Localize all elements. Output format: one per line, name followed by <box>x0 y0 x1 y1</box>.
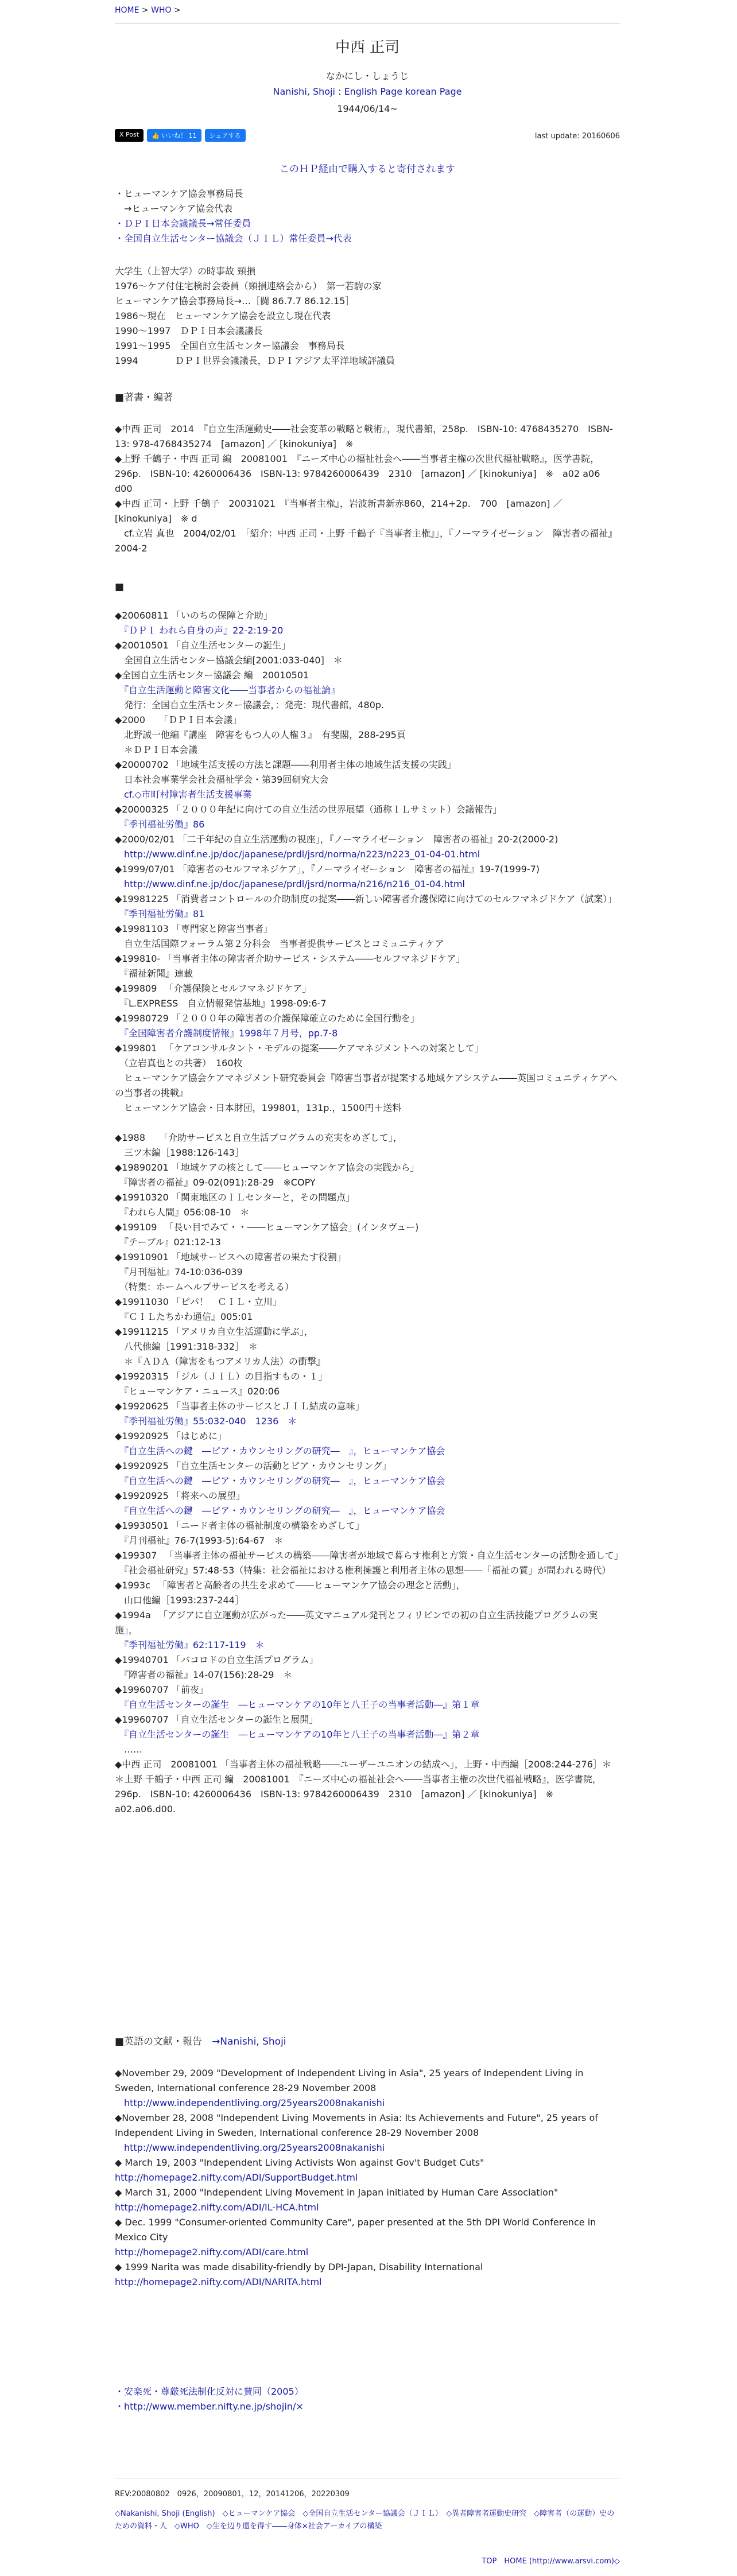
revision-log: REV:20080802 0926，20090801，12，20141206，20220309 <box>115 2490 350 2499</box>
paper-item: ＊ＤＰＩ日本会議 <box>115 744 198 755</box>
sep: : <box>335 86 344 97</box>
english-item[interactable]: http://homepage2.nifty.com/ADI/SupportBudget.html <box>115 2172 358 2183</box>
english-item[interactable]: http://homepage2.nifty.com/ADI/IL-HCA.html <box>115 2202 319 2213</box>
paper-item: 全国自立生活センター協議会編[2001:033-040] ＊ <box>115 655 343 666</box>
paper-item: ＊『ＡＤＡ（障害をもつアメリカ人法）の衝撃』 <box>115 1356 325 1367</box>
english-page-link[interactable]: English Page <box>344 86 403 97</box>
divider <box>115 23 620 24</box>
english-heading <box>115 2034 620 2049</box>
facebook-like-button[interactable]: 👍 いいね！ 11 <box>147 129 201 142</box>
extra-item[interactable]: ・安楽死・尊厳死法制化反対に賛同（2005） <box>115 2386 304 2397</box>
paper-item: ◆中西 正司 20081001 「当事者主体の福祉戦略――ユーザーユニオンの結成へ」，上野・中西編［2008:244-276］＊ <box>115 1759 611 1770</box>
career-item: 1976～ケア付住宅検討会委員（頸損連絡会から） 第一若駒の家 <box>115 281 382 292</box>
paper-item[interactable]: 『季刊福祉労働』62:117-119 ＊ <box>115 1639 265 1650</box>
english-name-link[interactable]: Nanishi, Shoji <box>273 86 335 97</box>
breadcrumb <box>115 6 181 15</box>
paper-item: 『ＣＩＬたちかわ通信』005:01 <box>115 1311 253 1322</box>
paper-item: ◆19981225 「消費者コントロールの介助制度の提案――新しい障害者介護保障に向けてのセルフマネジドケア（試案）」 <box>115 893 617 904</box>
paper-item: 『福祉新聞』連載 <box>115 968 193 979</box>
role-item: →ヒューマンケア協会代表 <box>115 203 233 214</box>
papers-list <box>115 608 623 1817</box>
paper-item: 八代他編［1991:318-332］ ＊ <box>115 1341 258 1352</box>
paper-item[interactable]: 『自立生活への鍵 ―ピア・カウンセリングの研究― 』，ヒューマンケア協会 <box>115 1505 445 1516</box>
paper-item: …… <box>115 1744 143 1755</box>
books-list <box>115 422 620 556</box>
paper-item: ◆2000 「ＤＰＩ日本会議」 <box>115 714 242 725</box>
career-item: 1991～1995 全国自立生活センター協議会 事務局長 <box>115 340 345 351</box>
role-item[interactable]: ・全国自立生活センター協議会（ＪＩＬ）常任委員→代表 <box>115 233 352 244</box>
paper-item: 『社会福祉研究』57:48-53（特集：社会福祉における権利擁護と利用者主体の思想――「福祉の質」が問われる時代） <box>115 1565 611 1576</box>
paper-item: ◆2000/02/01 「二千年紀の自立生活運動の視座」，『ノーマライゼーション 障害者の福祉』20-2(2000-2) <box>115 834 558 845</box>
paper-item: ◆19911030 「ピパ！ ＣＩＬ・立川」 <box>115 1296 282 1307</box>
alt-language-links <box>115 86 620 97</box>
role-item: ・ヒューマンケア協会事務局長 <box>115 188 243 199</box>
paper-item: ◆19890201 「地域ケアの核として――ヒューマンケア協会の実践から」 <box>115 1162 420 1173</box>
paper-item[interactable]: 『自立生活への鍵 ―ピア・カウンセリングの研究― 』，ヒューマンケア協会 <box>115 1475 445 1486</box>
paper-item[interactable]: 『全国障害者介護制度情報』1998年７月号，pp.7-8 <box>115 1028 338 1039</box>
share-buttons <box>115 129 246 142</box>
paper-item: ◆20010501 「自立生活センターの誕生」 <box>115 640 291 651</box>
paper-item: ◆19920625 「当事者主体のサービスとＪＩＬ結成の意味」 <box>115 1401 364 1412</box>
paper-item: 自立生活国際フォーラム第２分科会 当事者提供サービスとコミュニティケア <box>115 938 444 949</box>
paper-item[interactable]: 『自立生活運動と障害文化――当事者からの福祉論』 <box>115 685 340 696</box>
paper-item: （特集：ホームヘルプサービスを考える） <box>115 1281 294 1292</box>
book-item: ◆中西 正司・上野 千鶴子 20031021 『当事者主権』，岩波新書新赤860，214+2p. 700 [amazon] ／ [kinokuniya] ※ d <box>115 498 563 524</box>
paper-item: 山口他編［1993:237-244］ <box>115 1595 244 1606</box>
english-heading-text: ■英語の文献・報告 <box>115 2036 203 2047</box>
donate-link <box>115 161 620 175</box>
book-item: cf.立岩 真也 2004/02/01 「紹介：中西 正司・上野 千鶴子『当事者主権』」，『ノーマライゼーション 障害者の福祉』2004-2 <box>115 528 618 554</box>
paper-item: ◆19960707 「前夜」 <box>115 1684 208 1695</box>
donate-anchor[interactable]: このＨＰ経由で購入すると寄付されます <box>280 164 455 175</box>
paper-item: ◆199801 「ケアコンサルタント・モデルの提案――ケアマネジメントへの対案として」 <box>115 1043 484 1054</box>
page-title: 中西 正司 <box>335 39 400 56</box>
paper-item: 『ヒューマンケア・ニュース』020:06 <box>115 1386 280 1397</box>
paper-item[interactable]: 『自立生活センターの誕生 ―ヒューマンケアの10年と八王子の当事者活動―』第１章 <box>115 1699 480 1710</box>
paper-item: 『月刊福祉』74-10:036-039 <box>115 1266 243 1277</box>
footer-links[interactable]: ◇Nakanishi, Shoji (English) ◇ヒューマンケア協会 ◇全国自立生活センター協議会（ＪＩＬ） ◇異者障害者運動史研究 ◇障害者（の運動）史のための資料・人 ◇WHO ◇生を辺り還を得す――身体×社会アーカイブの構築 <box>115 2509 615 2531</box>
english-item: ◆November 29, 2009 "Development of Independent Living in Asia", 25 years of Independent Living in Sweden, International conference 28-29 November 2008 <box>115 2068 584 2093</box>
paper-item: ◆19920925 「将来への展望」 <box>115 1490 245 1501</box>
extra-list <box>115 2384 620 2414</box>
paper-item: ◆1988 「介助サービスと自立生活プログラムの充実をめざして」， <box>115 1132 402 1143</box>
breadcrumb-sep-end: > <box>171 6 181 15</box>
footer-top-home[interactable]: TOP HOME (http://www.arsvi.com)◇ <box>482 2557 620 2566</box>
paper-item[interactable]: 『季刊福祉労働』55:032-040 1236 ＊ <box>115 1416 297 1427</box>
paper-item: ◆19920925 「自立生活センターの活動とピア・カウンセリング」 <box>115 1460 391 1471</box>
english-item[interactable]: http://homepage2.nifty.com/ADI/care.html <box>115 2247 309 2258</box>
english-item[interactable]: http://www.independentliving.org/25years2008nakanishi <box>115 2097 385 2108</box>
paper-item: ◆19981103 「専門家と障害当事者」 <box>115 923 273 934</box>
english-list <box>115 2066 620 2290</box>
paper-item: ◆199109 「長い目でみて・・――ヒューマンケア協会」(インタヴュー) <box>115 1222 419 1233</box>
career-item: 1994 ＤＰＩ世界会議議長，ＤＰＩアジア太平洋地域評議員 <box>115 355 395 366</box>
x-post-button[interactable]: X Post <box>115 129 143 142</box>
paper-item: 『障害者の福祉』14-07(156):28-29 ＊ <box>115 1669 293 1680</box>
breadcrumb-home[interactable]: HOME <box>115 6 139 15</box>
career-item: ヒューマンケア協会事務局長→…［闘 86.7.7 86.12.15］ <box>115 296 355 306</box>
paper-item: 『L.EXPRESS 自立情報発信基地』1998-09:6-7 <box>115 998 327 1009</box>
paper-item: ヒューマンケア協会ケアマネジメント研究委員会『障害当事者が提案する地域ケアシステム――英国コミュニティケアへの当事者の挑戦』 <box>115 1073 618 1098</box>
paper-item: 発行：全国自立生活センター協議会，：発売：現代書館，480p. <box>115 700 385 710</box>
paper-item: ◆19920315 「ジル（ＪＩＬ）の目指すもの・１」 <box>115 1371 328 1382</box>
paper-item[interactable]: cf.◇市町村障害者生活支援事業 <box>115 789 252 800</box>
career-list <box>115 264 620 368</box>
paper-item: ◆199809 「介護保険とセルフマネジドケア」 <box>115 983 312 994</box>
paper-item: 日本社会事業学会社会福祉学会・第39回研究大会 <box>115 774 329 785</box>
lifespan: 1944/06/14~ <box>337 103 398 114</box>
english-item: ◆ March 19, 2003 "Independent Living Activists Won against Gov't Budget Cuts" <box>115 2157 484 2168</box>
paper-item: ◆20060811 「いのちの保障と介助」 <box>115 610 273 621</box>
paper-item: （立岩真也との共著） 160枚 <box>115 1058 243 1069</box>
breadcrumb-who[interactable]: WHO <box>151 6 172 15</box>
paper-item: ◆19960707 「自立生活センターの誕生と展開」 <box>115 1714 319 1725</box>
papers-heading: ■ <box>115 581 125 593</box>
paper-item: ◆1993c 「障害者と高齢者の共生を求めて――ヒューマンケア協会の理念と活動」， <box>115 1580 466 1591</box>
paper-item: ◆19910320 「関東地区のＩＬセンターと，その問題点」 <box>115 1192 355 1203</box>
paper-item[interactable]: 『自立生活センターの誕生 ―ヒューマンケアの10年と八王子の当事者活動―』第２章 <box>115 1729 480 1740</box>
last-update: last update: 20160606 <box>534 132 620 141</box>
paper-item: ヒューマンケア協会・日本財団，199801，131p.，1500円＋送料 <box>115 1102 402 1113</box>
book-item: ◆上野 千鶴子・中西 正司 編 20081001 『ニーズ中心の福祉社会へ――当事者主権の次世代福祉戦略』，医学書院，296p. ISBN-10: 4260006436 ISBN-13: 9784260006439 2310 [amazon] ／ [kinokuniya] ※ a02 a06 d00 <box>115 453 600 494</box>
paper-item: ＊上野 千鶴子・中西 正司 編 20081001 『ニーズ中心の福祉社会へ――当事者主権の次世代福祉戦略』，医学書院，296p. ISBN-10: 4260006436 ISBN-13: 9784260006439 2310 [amazon] ／ [kinokuniya] ※ a02.a06.d00. <box>115 1774 602 1815</box>
english-name-link-2[interactable]: →Nanishi, Shoji <box>212 2036 286 2047</box>
paper-item[interactable]: 『季刊福祉労働』81 <box>115 908 205 919</box>
books-heading: ■著書・編著 <box>115 392 173 403</box>
paper-item: 『われら人間』056:08-10 ＊ <box>115 1207 250 1218</box>
paper-item: ◆19940701 「バコロドの自立生活プログラム」 <box>115 1654 319 1665</box>
paper-item: ◆1999/07/01 「障害者のセルフマネジケア」，『ノーマライゼーション 障害者の福祉』19-7(1999-7) <box>115 864 540 875</box>
extra-item[interactable]: ・http://www.member.nifty.ne.jp/shojin/× <box>115 2401 304 2412</box>
paper-item: ◆199307 「当事者主体の福祉サービスの構築――障害者が地域で暮らす権利と方策・自立生活センターの活動を通して」 <box>115 1550 623 1561</box>
career-item: 1990～1997 ＤＰＩ日本会議議長 <box>115 325 263 336</box>
career-item: 1986～現在 ヒューマンケア協会を設立し現在代表 <box>115 310 331 321</box>
paper-item[interactable]: 『季刊福祉労働』86 <box>115 819 205 830</box>
paper-item: ◆19911215 「アメリカ自立生活運動に学ぶ」， <box>115 1326 313 1337</box>
role-item[interactable]: ・ＤＰＩ日本会議議長→常任委員 <box>115 218 251 229</box>
paper-item: ◆20000325 「２０００年紀に向けての自立生活の世界展望（通称ＩＬサミット）会議報告」 <box>115 804 502 815</box>
paper-item: ◆199810- 「当事者主体の障害者介助サービス・システム――セルフマネジドケア」 <box>115 953 466 964</box>
paper-item[interactable]: http://www.dinf.ne.jp/doc/japanese/prdl/jsrd/norma/n223/n223_01-04-01.html <box>115 849 480 860</box>
paper-item: ◆19910901 「地域サービスへの障害者の果たす役割」 <box>115 1252 346 1262</box>
paper-item: ◆全国自立生活センター協議会 編 20010501 <box>115 670 309 681</box>
paper-item: 『障害者の福祉』09-02(091):28-29 ※COPY <box>115 1177 316 1188</box>
facebook-share-button[interactable]: シェアする <box>205 129 246 142</box>
breadcrumb-sep: > <box>139 6 152 15</box>
paper-item[interactable]: 『ＤＰＩ われら自身の声』22-2:19-20 <box>115 625 284 636</box>
paper-item[interactable]: 『自立生活への鍵 ―ピア・カウンセリングの研究― 』，ヒューマンケア協会 <box>115 1446 445 1456</box>
paper-item: 北野誠一他編『講座 障害をもつ人の人権３』 有斐閣，288-295頁 <box>115 729 406 740</box>
english-item[interactable]: http://homepage2.nifty.com/ADI/NARITA.html <box>115 2276 322 2287</box>
paper-item: 三ツ木編［1988:126-143］ <box>115 1147 244 1158</box>
paper-item: ◆19920925 「はじめに」 <box>115 1431 227 1442</box>
english-item[interactable]: http://www.independentliving.org/25years2008nakanishi <box>115 2142 385 2153</box>
paper-item: 『テーブル』021:12-13 <box>115 1237 221 1248</box>
paper-item: 『月刊福祉』76-7(1993-5):64-67 ＊ <box>115 1535 284 1546</box>
paper-item <box>115 1116 620 1130</box>
career-item: 大学生（上智大学）の時事故 頸損 <box>115 266 256 277</box>
english-item: ◆ Dec. 1999 "Consumer-oriented Community Care", paper presented at the 5th DPI World Conference in Mexico City <box>115 2217 596 2243</box>
name-reading: なかにし・しょうじ <box>325 71 409 81</box>
book-item: ◆中西 正司 2014 『自立生活運動史――社会変革の戦略と戦術』，現代書館，258p. ISBN-10: 4768435270 ISBN-13: 978-4768435274 [amazon] ／ [kinokuniya] ※ <box>115 423 613 449</box>
korean-page-link[interactable]: korean Page <box>405 86 462 97</box>
paper-item: ◆19930501 「ニード者主体の福祉制度の構築をめざして」 <box>115 1520 364 1531</box>
english-item: ◆ 1999 Narita was made disability-friendly by DPI-Japan, Disability International <box>115 2262 483 2272</box>
english-item: ◆November 28, 2008 "Independent Living Movements in Asia: Its Achievements and Future", 25 years of Independent Living in Sweden, International conference 28-29 November 2008 <box>115 2112 598 2138</box>
paper-item: ◆19980729 「２０００年の障害者の介護保障確立のために全国行動を」 <box>115 1013 420 1024</box>
paper-item: ◆1994a 「アジアに自立運動が広がった――英文マニュアル発刊とフィリピンでの初の自立生活技能プログラムの実施」， <box>115 1610 598 1635</box>
paper-item: ◆20000702 「地域生活支援の方法と課題――利用者主体の地域生活支援の実践」 <box>115 759 456 770</box>
roles-list <box>115 187 620 246</box>
english-item: ◆ March 31, 2000 "Independent Living Movement in Japan initiated by Human Care Association" <box>115 2187 558 2198</box>
paper-item[interactable]: http://www.dinf.ne.jp/doc/japanese/prdl/jsrd/norma/n216/n216_01-04.html <box>115 879 465 889</box>
